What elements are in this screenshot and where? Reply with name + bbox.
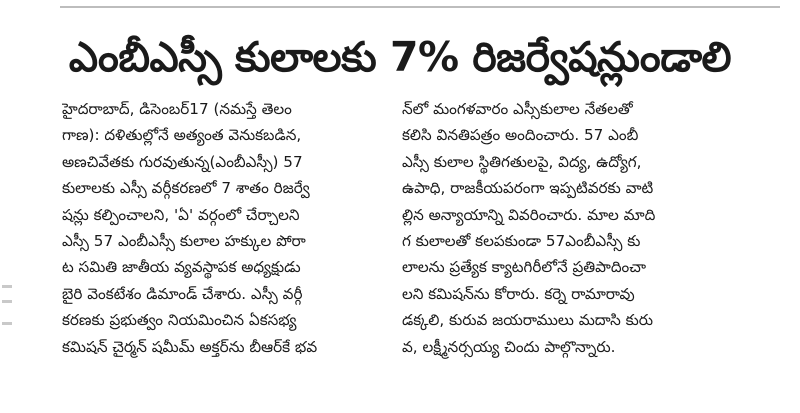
- article-column-right: [402, 96, 742, 406]
- article-line: డక్కలి, కురువ జయరాములు మదాసి కురు: [402, 311, 654, 330]
- article-line: వ, లక్ష్మీనర్సయ్య చిందు పాల్గొన్నారు.: [402, 337, 616, 356]
- article-line: ఎస్సీ 57 ఎంబీఎస్సీ కులాల హక్కుల పోరా: [62, 232, 306, 251]
- article-line: గ కులాలతో కలపకుండా 57ఎంబీఎస్సీ కు: [402, 232, 641, 251]
- article-line: ఎస్సీ కులాల స్థితిగతులపై, విద్య, ఉద్యోగ,: [402, 152, 642, 171]
- top-divider: [60, 6, 780, 8]
- article-line: లని కమిషన్‌ను కోరారు. కర్నె రామారావు: [402, 284, 635, 303]
- article-line: బైరి వెంకటేశం డిమాండ్ చేశారు. ఎస్సీ వర్గీ: [62, 284, 303, 303]
- scan-margin-mark: [2, 285, 12, 288]
- article-line: కరణకు ప్రభుత్వం నియమించిన ఏకసభ్య: [62, 311, 297, 330]
- article-line: కులాలకు ఎస్సీ వర్గీకరణలో 7 శాతం రిజర్వే: [62, 179, 310, 198]
- scan-margin-mark: [2, 300, 12, 303]
- article-line: ట సమితి జాతీయ వ్యవస్థాపక అధ్యక్షుడు: [62, 258, 301, 277]
- article-line: లాలను ప్రత్యేక క్యాటగిరీలోనే ప్రతిపాదించా: [402, 258, 646, 277]
- article-line: కమిషన్ చైర్మన్ షమీమ్ అక్తర్‌ను బీఆర్‌కే భవ: [62, 337, 318, 356]
- article-line: ల్లిన అన్యాయాన్ని వివరించారు. మాల మాది: [402, 205, 656, 224]
- scan-margin-mark: [2, 322, 12, 325]
- headline: ఎంబీఎస్సీ కులాలకు 7% రిజర్వేషన్లుండాలి: [68, 33, 732, 81]
- previous-article-strip: [0, 0, 800, 18]
- article-line: న్‌లో మంగళవారం ఎస్సీకులాల నేతలతో: [402, 100, 633, 118]
- article-column-left: [62, 96, 392, 406]
- article-line: షన్లు కల్పించాలని, 'ఏ' వర్గంలో చేర్చాలని: [62, 205, 300, 224]
- article-line: ఉపాధి, రాజకీయపరంగా ఇప్పటివరకు వాటి: [402, 179, 654, 198]
- article-line: అణచివేతకు గురవుతున్న(ఎంబీఎస్సీ) 57: [62, 152, 303, 171]
- article-line: హైదరాబాద్, డిసెంబర్17 (నమస్తే తెలం: [62, 100, 292, 118]
- article-line: కలిసి వినతిపత్రం అందించారు. 57 ఎంబీ: [402, 126, 639, 145]
- article-line: గాణ): దళితుల్లోనే అత్యంత వెనుకబడిన,: [62, 126, 302, 145]
